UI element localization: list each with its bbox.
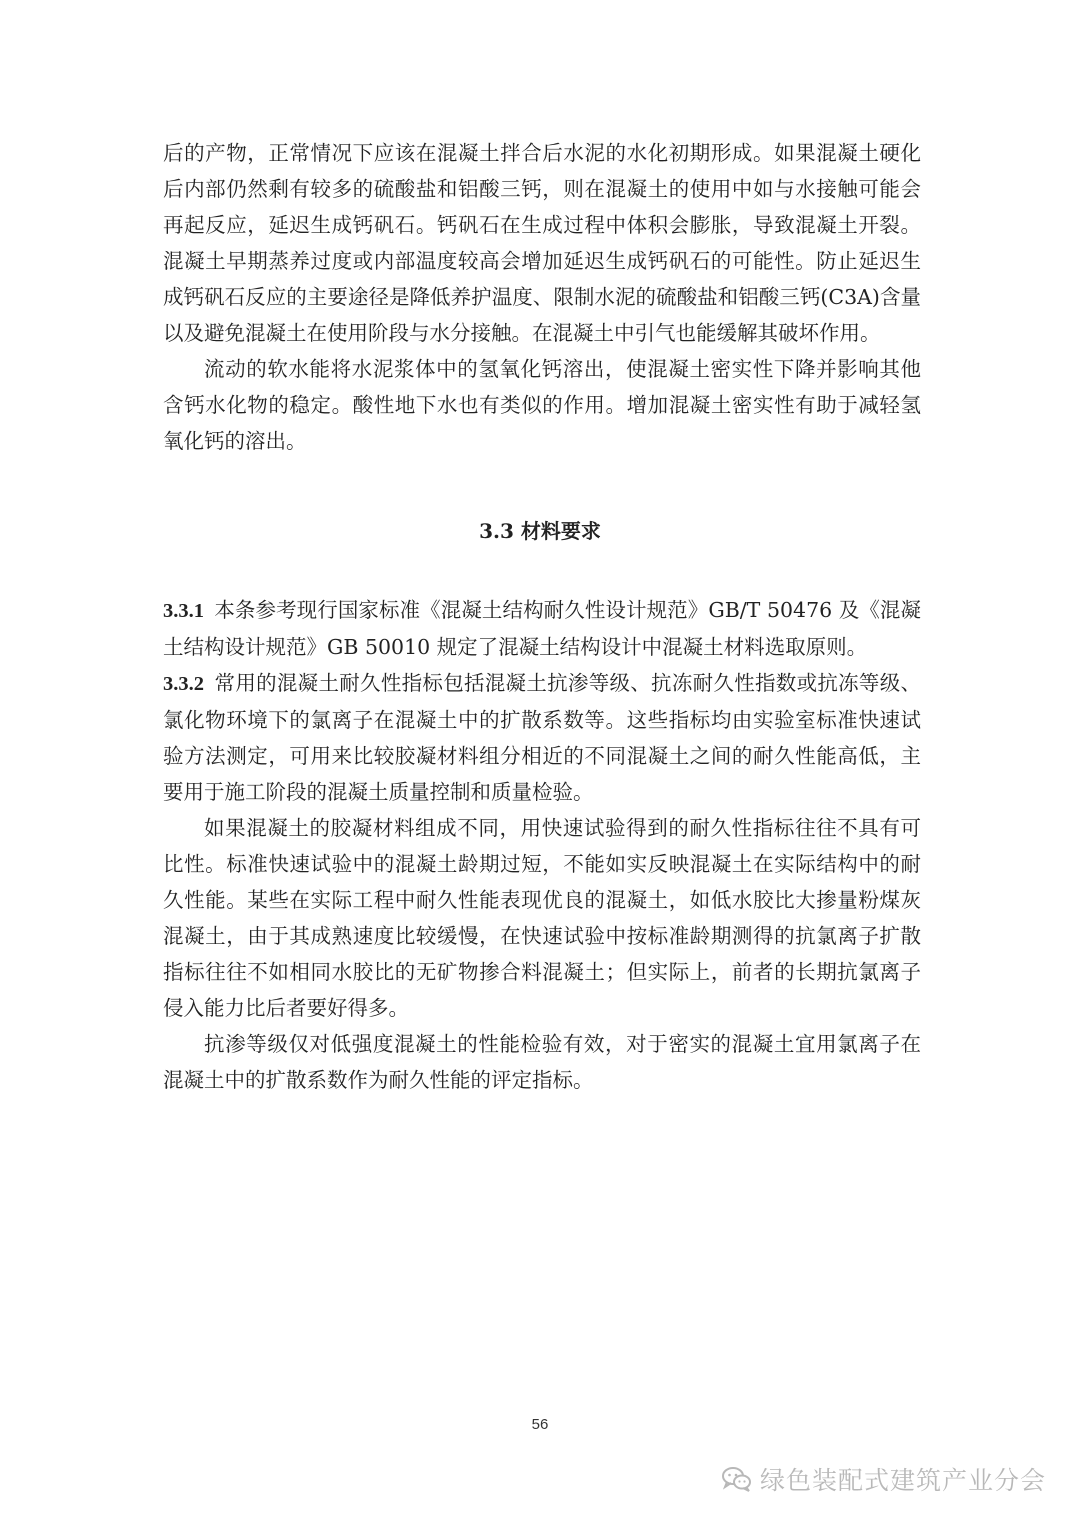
paragraph-delayed-ettringite: 后的产物，正常情况下应该在混凝土拌合后水泥的水化初期形成。如果混凝土硬化后内部仍然剩有较多的硫酸盐和铝酸三钙，则在混凝土的使用中如与水接触可能会再起反应，延迟生成钙矾石。钙矾石在生成过程中体积会膨胀，导致混凝土开裂。混凝土早期蒸养过度或内部温度较高会增加延迟生成钙矾石的可能性。防止延迟生成钙矾石反应的主要途径是降低养护温度、限制水泥的硫酸盐和铝酸三钙(C3A)含量以及避免混凝土在使用阶段与水分接触。在混凝土中引气也能缓解其破坏作用。 — [163, 141, 921, 345]
wechat-icon — [722, 1466, 752, 1492]
text-block-top — [163, 135, 921, 459]
clause-number: 3.3.2 — [163, 673, 204, 695]
clause-3-3-1 — [163, 592, 921, 665]
section-heading: 3.3 材料要求 — [479, 519, 601, 543]
clause-text: 本条参考现行国家标准《混凝土结构耐久性设计规范》GB/T 50476 及《混凝土结构设计规范》GB 50010 规定了混凝土结构设计中混凝土材料选取原则。 — [163, 598, 921, 659]
paragraph-soft-water-leaching: 流动的软水能将水泥浆体中的氢氧化钙溶出，使混凝土密实性下降并影响其他含钙水化物的稳定。酸性地下水也有类似的作用。增加混凝土密实性有助于减轻氢氧化钙的溶出。 — [163, 357, 921, 453]
paragraph-impermeability-grade: 抗渗等级仅对低强度混凝土的性能检验有效，对于密实的混凝土宜用氯离子在混凝土中的扩散系数作为耐久性能的评定指标。 — [163, 1032, 921, 1092]
clause-3-3-2 — [163, 665, 921, 810]
page-number: 56 — [531, 1416, 549, 1433]
paragraph-binder-comparability: 如果混凝土的胶凝材料组成不同，用快速试验得到的耐久性指标往往不具有可比性。标准快速试验中的混凝土龄期过短，不能如实反映混凝土在实际结构中的耐久性能。某些在实际工程中耐久性能表现优良的混凝土，如低水胶比大掺量粉煤灰混凝土，由于其成熟速度比较缓慢，在快速试验中按标准龄期测得的抗氯离子扩散指标往往不如相同水胶比的无矿物掺合料混凝土；但实际上，前者的长期抗氯离子侵入能力比后者要好得多。 — [163, 816, 921, 1020]
clause-text: 常用的混凝土耐久性指标包括混凝土抗渗等级、抗冻耐久性指数或抗冻等级、氯化物环境下的氯离子在混凝土中的扩散系数等。这些指标均由实验室标准快速试验方法测定，可用来比较胶凝材料组分相近的不同混凝土之间的耐久性能高低，主要用于施工阶段的混凝土质量控制和质量检验。 — [163, 671, 921, 804]
text-block-bottom — [163, 592, 921, 1098]
watermark-text: 绿色装配式建筑产业分会 — [759, 1466, 1046, 1495]
watermark — [722, 1461, 1046, 1497]
clause-number: 3.3.1 — [163, 600, 204, 622]
